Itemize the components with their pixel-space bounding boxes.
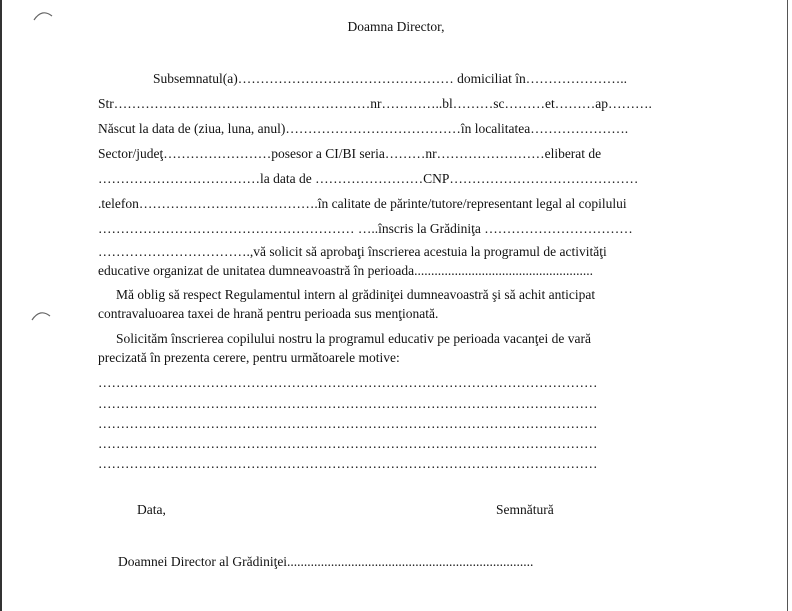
form-line-name: Subsemnatul(a)………………………………………… domiciliat în…………………..: [153, 71, 627, 86]
date-label: Data,: [137, 502, 166, 517]
signature-label: Semnătură: [496, 502, 554, 517]
form-line-phone: .telefon………………………………….în calitate de părinte/tutore/representant legal al copilului: [98, 196, 627, 211]
page-border-left: [0, 0, 2, 611]
reason-line: …………………………………………………………………………………………………: [98, 416, 598, 431]
form-line-kindergarten: ………………………………………………… …..înscris la Grădiniţa ……………………………: [98, 221, 633, 236]
form-line-cnp: ………………………………la data de ……………………CNP……………………………………: [98, 171, 639, 186]
form-line-id: Sector/judeţ……………………posesor a CI/BI seria………nr……………………eliberat de: [98, 146, 602, 161]
paragraph-reasons-2: precizată în prezenta cerere, pentru următoarele motive:: [98, 350, 400, 365]
footer-addressee: Doamnei Director al Grădiniţei.........................................................................: [118, 554, 534, 569]
form-line-birth: Născut la data de (ziua, luna, anul)…………………………………în localitatea………………….: [98, 121, 629, 136]
reason-line: …………………………………………………………………………………………………: [98, 456, 598, 471]
paragraph-reasons-1: Solicităm înscrierea copilului nostru la programul educativ pe perioada vacanţei de vară: [116, 331, 591, 346]
form-line-request: …………………………….,vă solicit să aprobaţi înscrierea acestuia la programul de activităţi: [98, 244, 607, 259]
form-line-period: educative organizat de unitatea dumneavoastră în perioada.....................................................: [98, 263, 593, 278]
page-border-right: [787, 0, 788, 611]
salutation-title: Doamna Director,: [347, 19, 445, 34]
binder-hole-mark: [30, 308, 52, 322]
reason-line: …………………………………………………………………………………………………: [98, 436, 598, 451]
form-line-street: Str…………………………………………………nr…………..bl………sc………et………ap……….: [98, 96, 652, 111]
paragraph-obligation-2: contravaluoarea taxei de hrană pentru perioada sus menţionată.: [98, 306, 439, 321]
reason-line: …………………………………………………………………………………………………: [98, 396, 598, 411]
reason-line: …………………………………………………………………………………………………: [98, 375, 598, 390]
paragraph-obligation-1: Mă oblig să respect Regulamentul intern al grădiniţei dumneavoastră şi să achit anticipat: [116, 287, 596, 302]
